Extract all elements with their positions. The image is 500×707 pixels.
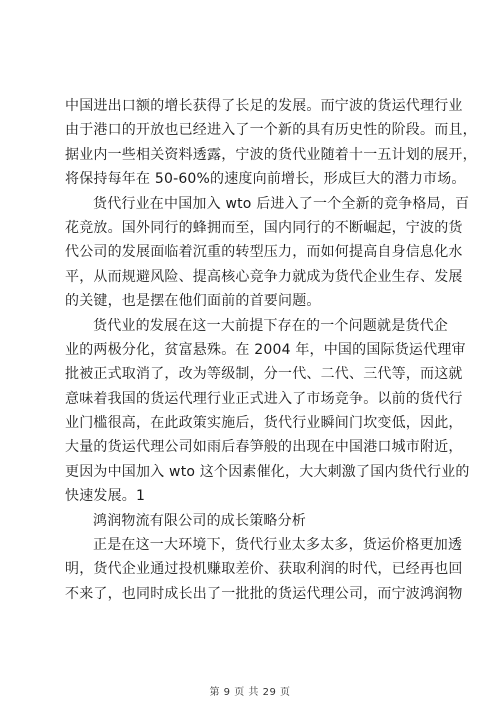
section-heading: 鸿润物流有限公司的成长策略分析 bbox=[93, 512, 306, 529]
page-footer: 第 9 页 共 29 页 bbox=[209, 687, 291, 698]
paragraph-line: 明，货代企业通过投机赚取差价、获取利润的时代，已经再也回 bbox=[65, 561, 463, 578]
paragraph-line: 据业内一些相关资料透露，宁波的货代业随着十一五计划的展开， bbox=[65, 146, 477, 163]
paragraph-line: 由于港口的开放也已经进入了一个新的具有历史性的阶段。而且， bbox=[65, 122, 477, 139]
paragraph-line: 花竞放。国外同行的蜂拥而至，国内同行的不断崛起，宁波的货 bbox=[65, 219, 463, 236]
paragraph-line: 批被正式取消了，改为等级制，分一代、二代、三代等，而这就 bbox=[65, 366, 463, 383]
paragraph-line: 的关键，也是摆在他们面前的首要问题。 bbox=[65, 293, 321, 310]
paragraph-line: 中国进出口额的增长获得了长足的发展。而宁波的货运代理行业 bbox=[65, 98, 463, 114]
paragraph-line: 意味着我国的货运代理行业正式进入了市场竞争。以前的货代行 bbox=[65, 390, 463, 407]
document-body bbox=[65, 94, 477, 606]
paragraph-line: 将保持每年在 50-60%的速度向前增长，形成巨大的潜力市场。 bbox=[65, 171, 466, 188]
paragraph-line: 代公司的发展面临着沉重的转型压力，而如何提高自身信息化水 bbox=[65, 244, 463, 261]
paragraph-line: 不来了，也同时成长出了一批批的货运代理公司，而宁波鸿润物 bbox=[65, 585, 463, 602]
paragraph-line: 业门槛很高，在此政策实施后，货代行业瞬间门坎变低，因此， bbox=[65, 415, 463, 432]
paragraph-line: 更因为中国加入 wto 这个因素催化，大大刺激了国内货代行业的 bbox=[65, 463, 470, 480]
paragraph-line: 平，从而规避风险、提高核心竞争力就成为货代企业生存、发展 bbox=[65, 268, 463, 285]
paragraph-line: 快速发展。1 bbox=[65, 488, 146, 505]
paragraph-line: 货代业的发展在这一大前提下存在的一个问题就是货代企 bbox=[93, 317, 448, 334]
paragraph-line: 大量的货运代理公司如雨后春笋般的出现在中国港口城市附近， bbox=[65, 439, 463, 456]
paragraph-line: 货代行业在中国加入 wto 后进入了一个全新的竞争格局，百 bbox=[93, 195, 470, 212]
paragraph-line: 业的两极分化，贫富悬殊。在 2004 年，中国的国际货运代理审 bbox=[65, 341, 466, 358]
paragraph-line: 正是在这一大环境下，货代行业太多太多，货运价格更加透 bbox=[93, 537, 463, 554]
